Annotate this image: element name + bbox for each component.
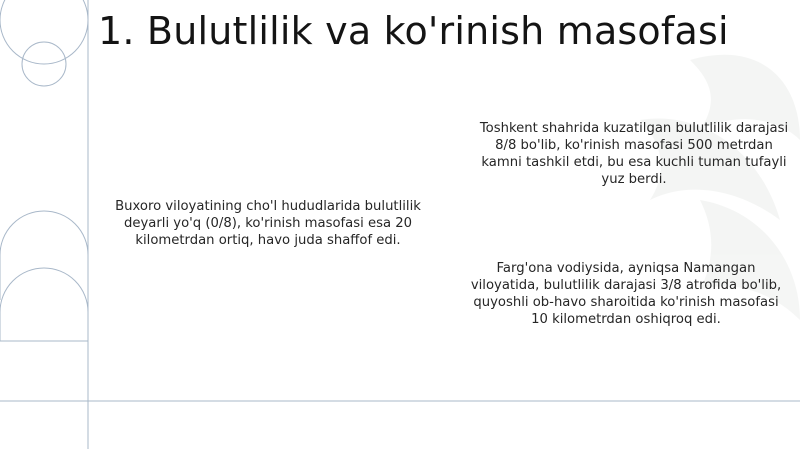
slide-title: 1. Bulutlilik va ko'rinish masofasi [98,9,729,53]
paragraph-buxoro: Buxoro viloyatining cho'l hududlarida bulutlilik deyarli yo'q (0/8), ko'rinish masofasi esa 20 kilometrdan ortiq, havo juda shaffof edi. [115,199,421,248]
paragraph-fargona: Farg'ona vodiysida, ayniqsa Namangan viloyatida, bulutlilik darajasi 3/8 atrofida bo'lib, quyoshli ob-havo sharoitida ko'rinish masofasi 10 kilometrdan oshiqroq edi. [470,261,782,327]
top-large-circle [0,0,88,64]
arch-lower [0,268,88,341]
arch-upper [0,211,88,300]
paragraph-toshkent: Toshkent shahrida kuzatilgan bulutlilik darajasi 8/8 bo'lib, ko'rinish masofasi 500 metrdan kamni tashkil etdi, bu esa kuchli tuman tufayli yuz berdi. [479,121,789,187]
